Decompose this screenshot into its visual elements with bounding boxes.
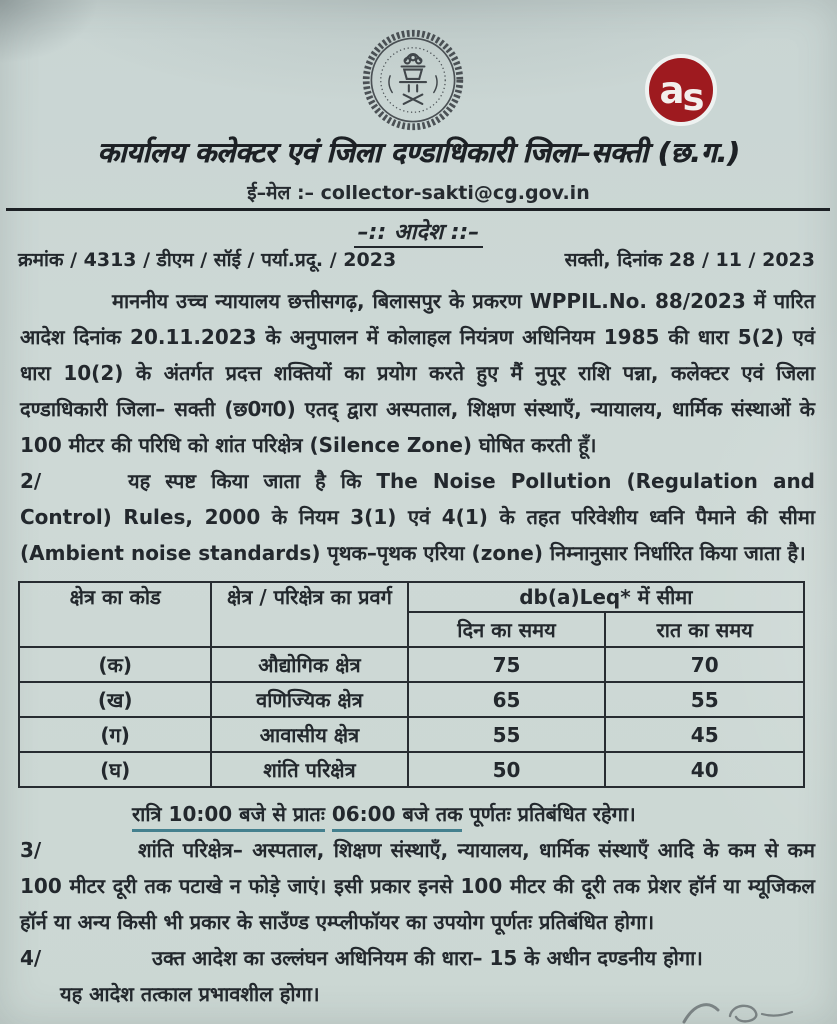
paragraph-1: माननीय उच्च न्यायालय छत्तीसगढ़, बिलासपुर के प्रकरण WPPIL.No. 88/2023 में पारित आदेश दिनांक 20.11.2023 के अनुपालन में कोलाहल नियंत्रण अधिनियम 1985 की धारा 5(2) एवं धारा 10(2) के अंतर्गत प्रदत्त शक्तियों का प्रयोग करते हुए मैं नुपूर राशि पन्ना, कलेक्टर एवं जिला दण्डाधिकारी जिला– सक्ती (छ0ग0) एतद् द्वारा अस्पताल, शिक्षण संस्थाएँ, न्यायालय, धार्मिक संस्थाओं के 100 मीटर की परिधि को शांत परिक्षेत्र (Silence Zone) घोषित करती हूँ।: [20, 289, 815, 457]
cell-night-limit: 70: [605, 647, 804, 682]
paragraph-2-text: यह स्पष्ट किया जाता है कि The Noise Pollution (Regulation and Control) Rules, 2000 के नियम 3(1) एवं 4(1) के तहत परिवेशीय ध्वनि पैमाने की सीमा (Ambient noise standards) पृथक–पृथक एरिया (zone) निम्नानुसार निर्धारित किया जाता है।: [20, 469, 815, 565]
paragraph-4: [20, 940, 815, 976]
table-row: [19, 682, 804, 717]
note-underlined-segment-1: रात्रि 10:00 बजे से प्रातः: [132, 802, 325, 832]
place-and-date: सक्ती, दिनांक 28 / 11 / 2023: [564, 249, 815, 271]
cell-zone-code: (क): [19, 647, 211, 682]
cell-night-limit: 40: [605, 752, 804, 787]
signature-mark: [678, 998, 798, 1024]
paragraph-4-text: उक्त आदेश का उल्लंघन अधिनियम की धारा– 15 के अधीन दण्डनीय होगा।: [152, 946, 703, 970]
night-ban-note: [20, 796, 815, 832]
office-title: कार्यालय कलेक्टर एवं जिला दण्डाधिकारी जिला–सक्ती (छ.ग.): [97, 136, 740, 169]
header-zone-code: क्षेत्र का कोड: [19, 582, 211, 647]
table-row: [19, 717, 804, 752]
paragraph-2: [20, 463, 815, 571]
cell-night-limit: 45: [605, 717, 804, 752]
header-divider: [6, 208, 830, 211]
noise-limit-table: [18, 581, 805, 788]
paragraph-3-text: शांति परिक्षेत्र– अस्पताल, शिक्षण संस्थाएँ, न्यायालय, धार्मिक संस्थाएँ आदि के कम से कम 100 मीटर दूरी तक पटाखे न फोड़े जाएं। इसी प्रकार इनसे 100 मीटर की दूरी तक प्रेशर हॉर्न या म्यूजिकल हॉर्न या अन्य किसी भी प्रकार के साउँण्ड एम्प्लीफॉयर का उपयोग पूर्णतः प्रतिबंधित होगा।: [20, 838, 815, 934]
as-logo-letter-a: a: [659, 68, 683, 112]
cell-zone-category: आवासीय क्षेत्र: [211, 717, 407, 752]
reference-row: [18, 246, 815, 272]
paragraph-3: [20, 832, 815, 940]
cell-night-limit: 55: [605, 682, 804, 717]
table-row: [19, 752, 804, 787]
reference-number: क्रमांक / 4313 / डीएम / सॉई / पर्या.प्रदू. / 2023: [18, 249, 397, 271]
note-tail: पूर्णतः प्रतिबंधित रहेगा।: [469, 802, 636, 826]
cell-day-limit: 55: [408, 717, 606, 752]
cell-zone-category: औद्योगिक क्षेत्र: [211, 647, 407, 682]
paragraph-3-number: 3/: [20, 838, 42, 862]
header-night-time: रात का समय: [605, 612, 804, 647]
cell-zone-code: (ग): [19, 717, 211, 752]
cell-day-limit: 65: [408, 682, 606, 717]
header-day-time: दिन का समय: [408, 612, 606, 647]
as-logo-letter-s: s: [682, 75, 703, 119]
note-underlined-segment-2: 06:00 बजे तक: [332, 802, 463, 832]
paragraph-2-number: 2/: [20, 469, 42, 493]
cell-day-limit: 50: [408, 752, 606, 787]
order-heading: [0, 216, 837, 246]
order-heading-text: –:: आदेश ::–: [354, 220, 484, 248]
cell-day-limit: 75: [408, 647, 606, 682]
cell-zone-code: (ख): [19, 682, 211, 717]
cell-zone-code: (घ): [19, 752, 211, 787]
email-line: ई–मेल :– collector-sakti@cg.gov.in: [247, 182, 590, 204]
as-logo: [645, 54, 717, 126]
cell-zone-category: शांति परिक्षेत्र: [211, 752, 407, 787]
header-db-limit: db(a)Leq* में सीमा: [408, 582, 804, 612]
header-zone-category: क्षेत्र / परिक्षेत्र का प्रवर्ग: [211, 582, 407, 647]
order-body: [20, 283, 815, 1012]
paragraph-4-number: 4/: [20, 946, 42, 970]
table-row: [19, 647, 804, 682]
cell-zone-category: वणिज्यिक क्षेत्र: [211, 682, 407, 717]
closing-line: यह आदेश तत्काल प्रभावशील होगा।: [60, 982, 320, 1006]
state-emblem-icon: [361, 28, 465, 132]
table-header-row-1: [19, 582, 804, 612]
